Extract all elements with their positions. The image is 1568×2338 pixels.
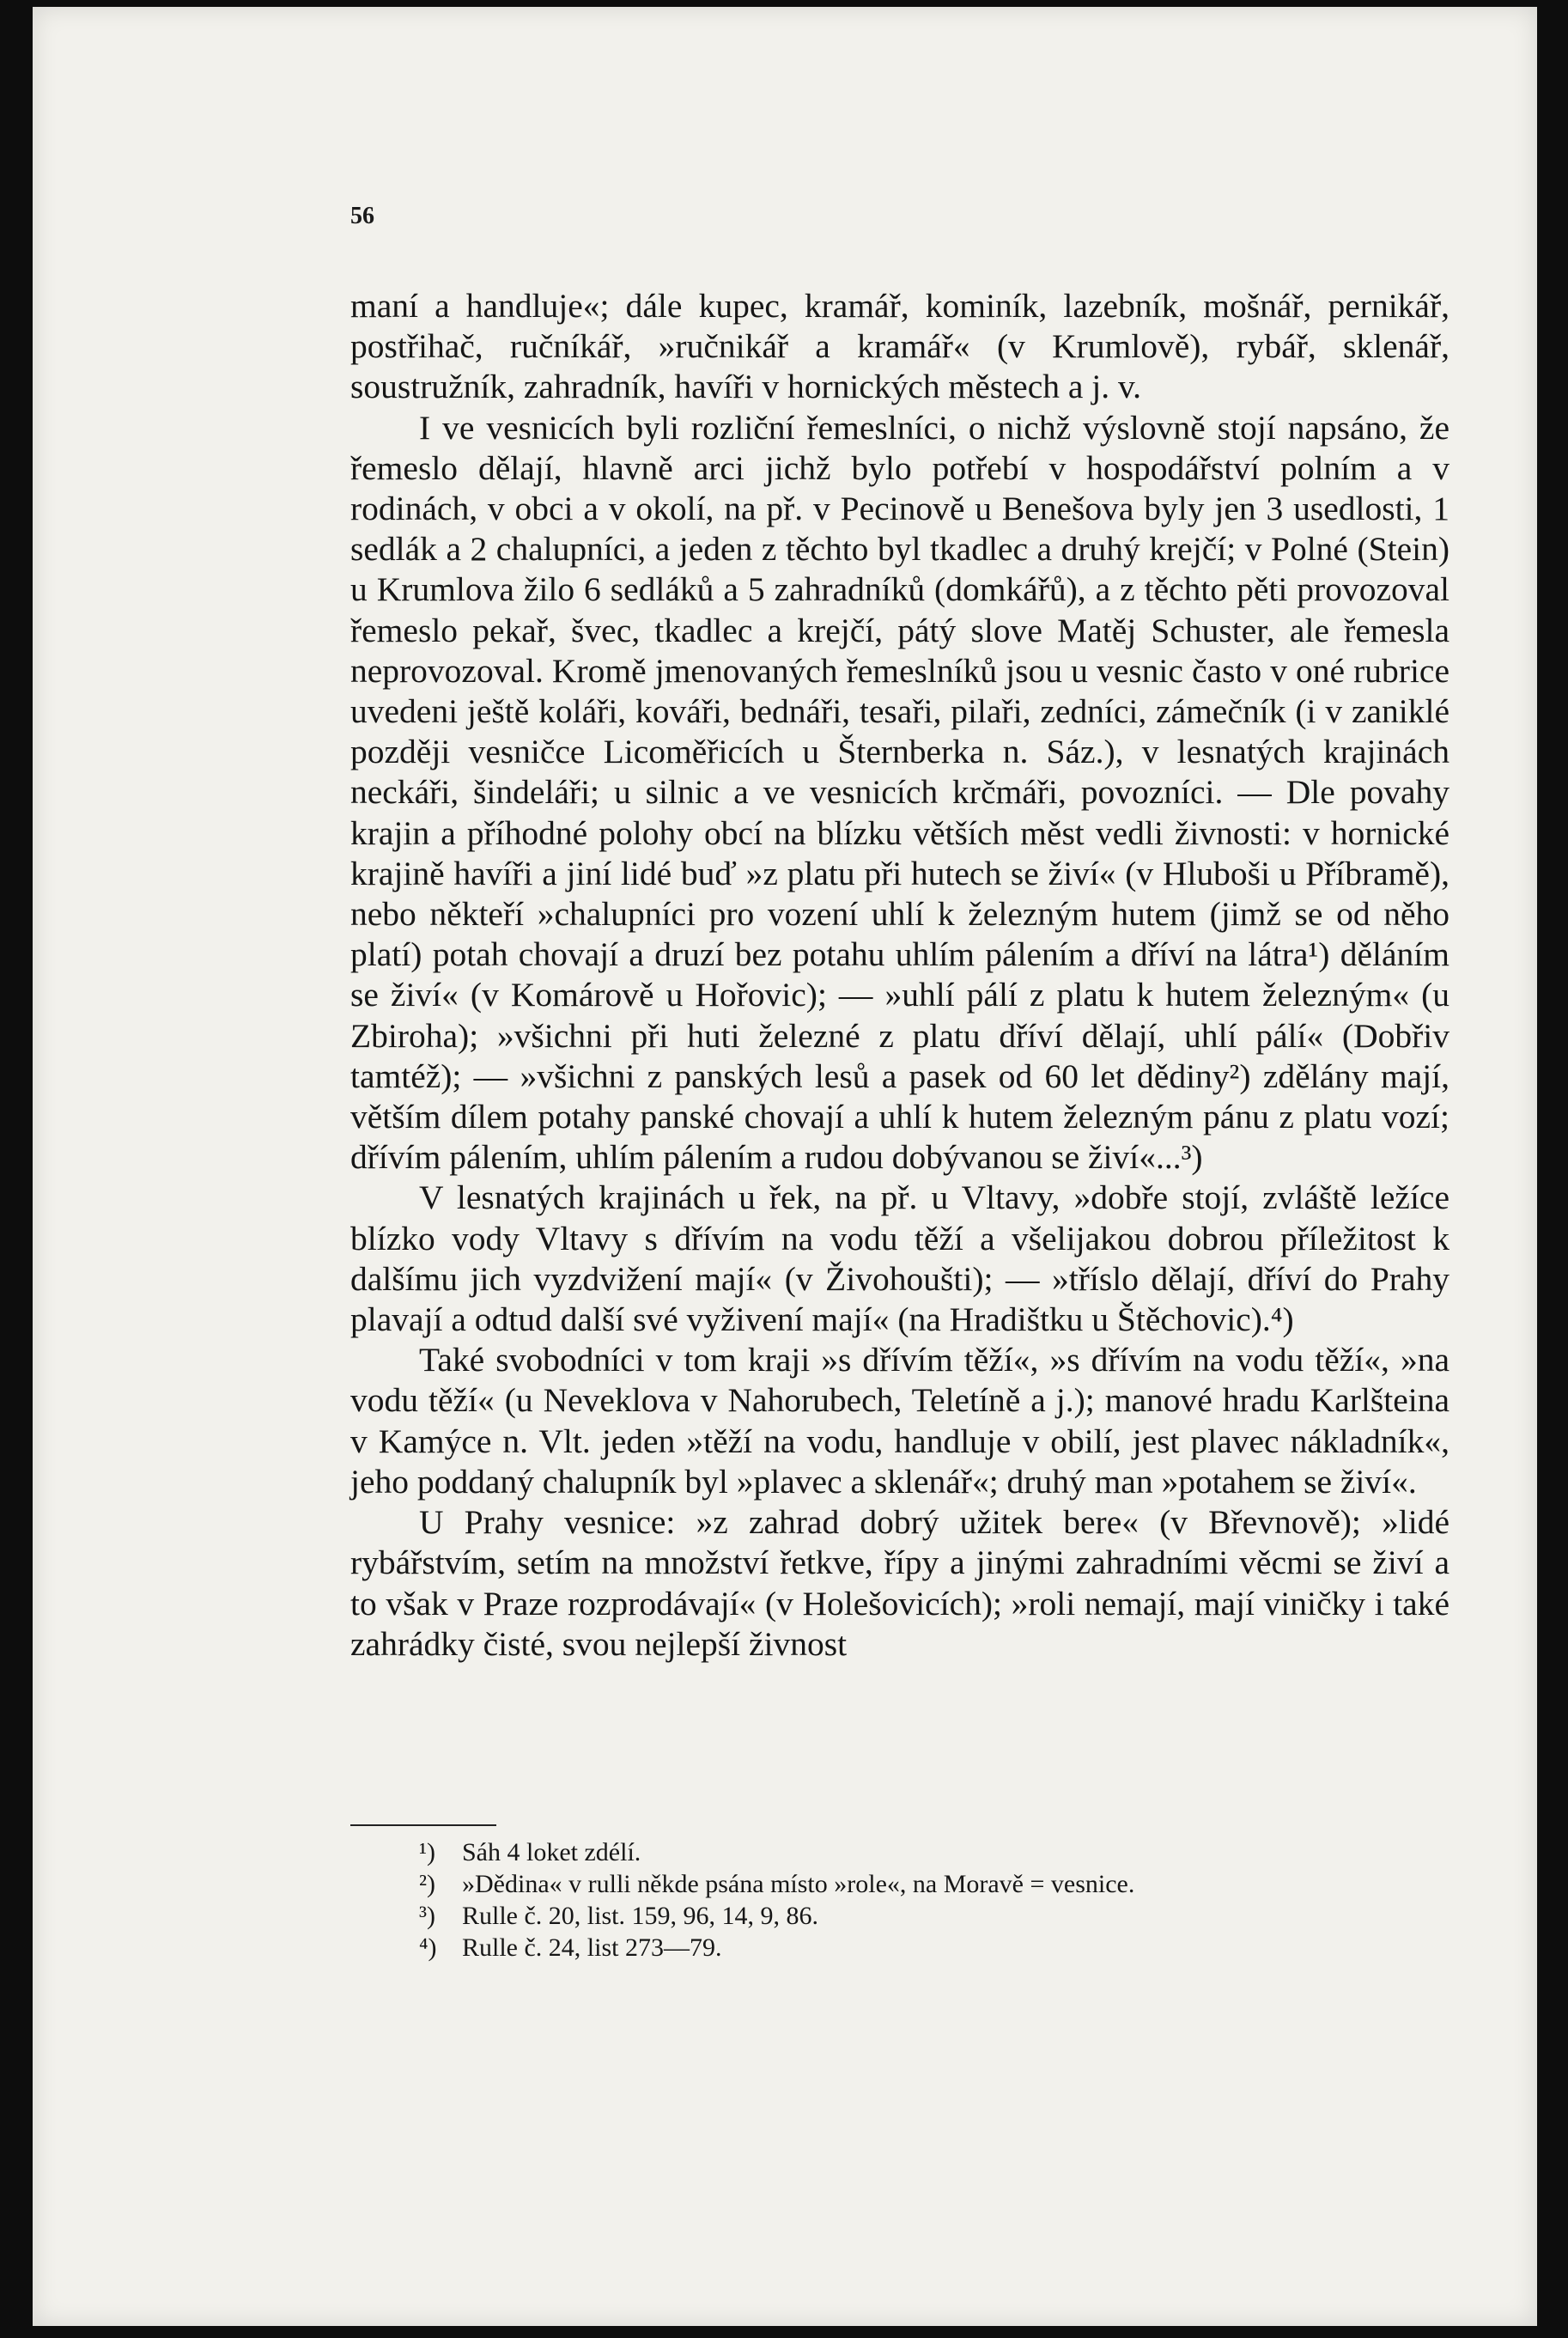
- footnote-text: Rulle č. 24, list 273—79.: [462, 1933, 722, 1962]
- footnotes: [419, 1836, 1407, 1964]
- footnote-mark: ⁴): [419, 1933, 437, 1962]
- footnote-mark: ³): [419, 1902, 435, 1930]
- footnote-text: Rulle č. 20, list. 159, 96, 14, 9, 86.: [462, 1902, 818, 1930]
- paragraph: Také svobodníci v tom kraji »s dřívím těží«, »s dřívím na vodu těží«, »na vodu těží« (u Neveklova v Nahorubech, Teletíně a j.); manové hradu Karlšteina v Kamýce n. Vlt. jeden »těží na vodu, handluje v obilí, jest plavec nákladník«, jeho poddaný chalupník byl »plavec a sklenář«; druhý man »potahem se živí«.: [350, 1341, 1449, 1501]
- footnote: [419, 1900, 1407, 1932]
- footnote: [419, 1836, 1407, 1868]
- footnote: [419, 1932, 1407, 1964]
- footnote: [419, 1868, 1407, 1900]
- paragraph: U Prahy vesnice: »z zahrad dobrý užitek bere« (v Břevnově); »lidé rybářstvím, setím na množství řetkve, řípy a jinými zahradními věcmi se živí a to však v Praze rozprodávají« (v Holešovicích); »roli nemají, mají viničky i také zahrádky čisté, svou nejlepší živnost: [350, 1503, 1449, 1663]
- book-page: [33, 7, 1537, 2326]
- footnote-text: Sáh 4 loket zdélí.: [462, 1838, 641, 1866]
- footnote-mark: ²): [419, 1870, 435, 1898]
- paragraph: maní a handluje«; dále kupec, kramář, kominík, lazebník, mošnář, pernikář, postřihač, ručníkář, »ručnikář a kramář« (v Krumlově), rybář, sklenář, soustružník, zahradník, havíři v hornických městech a j. v.: [350, 287, 1449, 406]
- footnote-text: »Dědina« v rulli někde psána místo »role«, na Moravě = vesnice.: [462, 1870, 1135, 1898]
- page-number: 56: [350, 203, 374, 229]
- paragraph: V lesnatých krajinách u řek, na př. u Vltavy, »dobře stojí, zvláště ležíce blízko vody Vltavy s dřívím na vodu těží a všelijakou dobrou příležitost k dalšímu jich vyzdvižení mají« (v Živohoušti); — »tříslo dělají, dříví do Prahy plavají a odtud další své vyživení mají« (na Hradištku u Štěchovic).⁴): [350, 1178, 1449, 1339]
- footnote-mark: ¹): [419, 1838, 435, 1866]
- body-text: [350, 286, 1449, 1665]
- footnote-divider: [350, 1824, 496, 1826]
- paragraph: I ve vesnicích byli rozliční řemeslníci, o nichž výslovně stojí napsáno, že řemeslo dělají, hlavně arci jichž bylo potřebí v hospodářství polním a v rodinách, v obci a v okolí, na př. v Pecinově u Benešova byly jen 3 usedlosti, 1 sedlák a 2 chalupníci, a jeden z těchto byl tkadlec a druhý krejčí; v Polné (Stein) u Krumlova žilo 6 sedláků a 5 zahradníků (domkářů), a z těchto pěti provozoval řemeslo pekař, švec, tkadlec a krejčí, pátý slove Matěj Schuster, ale řemesla neprovozoval. Kromě jmenovaných řemeslníků jsou u vesnic často v oné rubrice uvedeni ještě koláři, kováři, bednáři, tesaři, pilaři, zedníci, zámečník (i v zaniklé později vesničce Licoměřicích u Šternberka n. Sáz.), v lesnatých krajinách neckáři, šindeláři; u silnic a ve vesnicích krčmáři, povozníci. — Dle povahy krajin a příhodné polohy obcí na blízku větších měst vedli živnosti: v hornické krajině havíři a jiní lidé buď »z platu při hutech se živí« (v Hluboši u Příbramě), nebo někteří »chalupníci pro vození uhlí k železným hutem (jimž se od něho platí) potah chovají a druzí bez potahu uhlím pálením a dříví na látra¹) děláním se živí« (v Komárově u Hořovic); — »uhlí pálí z platu k hutem železným« (u Zbiroha); »všichni při huti železné z platu dříví dělají, uhlí pálí« (Dobřiv tamtéž); — »všichni z panských lesů a pasek od 60 let dědiny²) zdělány mají, větším dílem potahy panské chovají a uhlí k hutem železným pánu z platu vozí; dřívím pálením, uhlím pálením a rudou dobývanou se živí«...³): [350, 408, 1449, 1177]
